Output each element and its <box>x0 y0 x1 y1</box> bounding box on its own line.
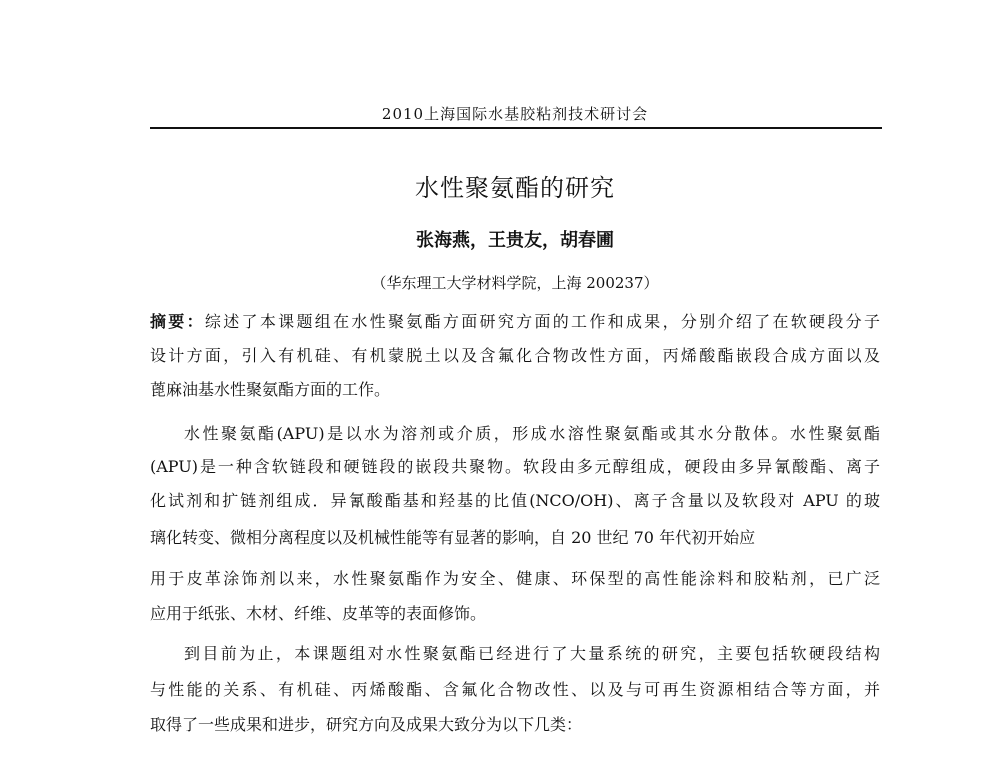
body-line: 化试剂和扩链剂组成．异氰酸酯基和羟基的比值(NCO/OH)、离子含量以及软段对 APU 的玻 <box>150 491 880 510</box>
abstract-text: 综述了本课题组在水性聚氨酯方面研究方面的工作和成果，分别介绍了在软硬段分子 <box>204 312 880 331</box>
body-line: 用于皮革涂饰剂以来，水性聚氨酯作为安全、健康、环保型的高性能涂料和胶粘剂，已广泛 <box>150 569 880 588</box>
body-line: 取得了一些成果和进步，研究方向及成果大致分为以下几类： <box>150 715 583 734</box>
body-line: (APU)是一种含软链段和硬链段的嵌段共聚物。软段由多元醇组成，硬段由多异氰酸酯、离子 <box>150 457 880 476</box>
body-line: 璃化转变、微相分离程度以及机械性能等有显著的影响，自 20 世纪 70 年代初开始应 <box>150 528 756 547</box>
body-line: 水性聚氨酯(APU)是以水为溶剂或介质，形成水溶性聚氨酯或其水分散体。水性聚氨酯 <box>184 424 880 443</box>
header-rule <box>150 127 882 129</box>
abstract-line <box>150 311 880 333</box>
paper-authors: 张海燕，王贵友，胡春圃 <box>416 230 614 251</box>
abstract-line: 设计方面，引入有机硅、有机蒙脱土以及含氟化合物改性方面，丙烯酸酯嵌段合成方面以及 <box>150 346 880 365</box>
paper-title: 水性聚氨酯的研究 <box>415 174 615 202</box>
running-header: 2010上海国际水基胶粘剂技术研讨会 <box>381 105 649 123</box>
body-line: 到目前为止，本课题组对水性聚氨酯已经进行了大量系统的研究，主要包括软硬段结构 <box>184 644 880 663</box>
abstract-line: 蓖麻油基水性聚氨酯方面的工作。 <box>150 380 391 399</box>
body-line: 应用于纸张、木材、纤维、皮革等的表面修饰。 <box>150 604 487 623</box>
body-line: 与性能的关系、有机硅、丙烯酸酯、含氟化合物改性、以及与可再生资源相结合等方面，并 <box>150 680 880 699</box>
abstract-label: 摘要： <box>150 312 205 331</box>
paper-affiliation: （华东理工大学材料学院，上海 200237） <box>371 274 659 292</box>
